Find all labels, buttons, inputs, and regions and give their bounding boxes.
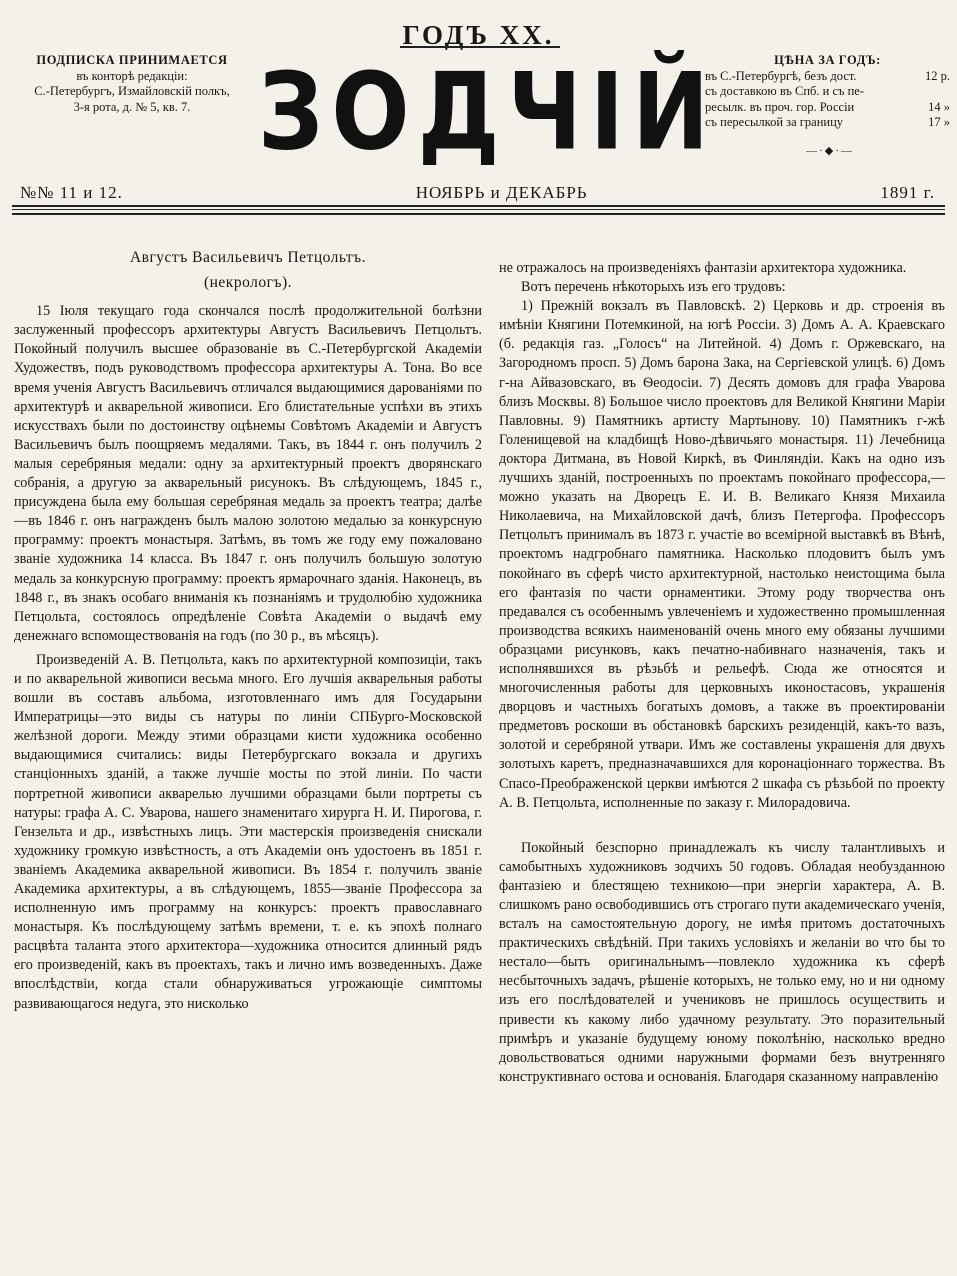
paragraph: 1) Прежній вокзалъ въ Павловскѣ. 2) Церковь и др. строенія въ имѣніи Княгини Потемкиной, на югѣ Россіи. 3) Домъ А. А. Краевскаго (б. редакція газ. „Голосъ“ на Литейной. 4) Домъ г. Оржевскаго, на Загородномъ просп. 5) Домъ барона Зака, на Сергіевской улицѣ. 6) Домъ г-на Айвазовскаго, въ Ѳеодосіи. 7) Десять домовъ для графа Уварова близъ Москвы. 8) Большое число проектовъ для Великой Княгини Маріи Павловны. 9) Памятникъ артисту Мартынову. 10) Памятникъ г-жѣ Голенищевой на кладбищѣ Ново-дѣвичьяго монастыря. 11) Лечебница доктора Дитмана, въ Новой Киркѣ, въ Финляндіи. Какъ на одно изъ лучшихъ зданій, построенныхъ по проектамъ покойнаго профессора,—можно указать на Дворецъ Е. И. В. Великаго Князя Михаила Николаевича, на Михайловской дачѣ, близъ Петергофа. Профессоръ Петцольтъ принималъ въ 1873 г. участіе во всемірной выставкѣ въ Вѣнѣ, проектомъ надгробнаго памятника. Насколько плодовитъ былъ умъ покойнаго въ сферѣ чисто архитектурной, настолько неистощима была его фантазія по части орнаментики. Этому роду творчества онъ предавался съ особеннымъ увлеченіемъ и художественно промышленная производства всякихъ наименованій очень много ему обязаны лучшими образцами рисунковъ, какъ печатно-набивнаго назначенія, такъ и исполнявшихся въ рѣзьбѣ и рельефѣ. Сюда же относятся и многочисленныя работы для церковныхъ иконостасовъ, украшенія дворцовъ и частныхъ богатыхъ домовъ, а также въ проектированіи предметовъ роскоши въ обстановкѣ барскихъ резиденцій, какъ-то вазъ, золотой и серебряной утвари. Имъ же составлены украшенія для двухъ золотыхъ каретъ, предназначавшихся для коронаціоннаго торжества. Въ Спасо-Преображенской церкви имѣются 2 шкафа съ рѣзьбой по проекту А. В. Петцольта, исполненные по заказу г. Милорадовича. xyxy=(499,298,945,811)
ornament-divider: —·◆·— xyxy=(806,145,854,157)
masthead-title: ЗОДЧІЙ xyxy=(258,50,718,174)
issue-number: №№ 11 и 12. xyxy=(20,183,123,202)
issue-year: 1891 г. xyxy=(880,183,935,202)
header-rule xyxy=(12,205,945,207)
subscription-line: С.-Петербургъ, Измайловскій полкъ, xyxy=(34,84,230,98)
subscription-line: 3-я рота, д. № 5, кв. 7. xyxy=(73,99,191,114)
price-row: въ С.-Петербургѣ, безъ дост. 12 р. xyxy=(705,68,950,83)
year-rule xyxy=(400,46,560,48)
paragraph: Произведеній А. В. Петцольта, какъ по архитектурной композиціи, такъ и по акварельной живописи весьма много. Его лучшія акварельныя работы вошли въ составъ альбома, изготовленнаго имъ для Государыни Императрицы—это виды съ натуры по линіи СПБурго-Московской желѣзной дороги. Между этими образцами кисти художника особенно выдающимися считались: виды Петербургскаго вокзала и другихъ станціонныхъ зданій, а также лучшіе мосты по этой линіи. По части портретной живописи акварелью лучшими образцами были портреты съ натуры: графа А. С. Уварова, нашего знаменитаго хирурга Н. И. Пирогова, г. Гензельта и др., извѣстныхъ лицъ. Эти мастерскія произведенія снискали художнику громкую извѣстность, а отъ Академіи онъ удостоенъ въ 1851 г. званіемъ Академика акварельной живописи. Въ 1854 г. получилъ званіе Академика архитектуры, а въ слѣдующемъ, 1855—званіе Профессора за исполненную имъ программу на конкурсъ: проектъ православнаго монастыря. Къ послѣдующему затѣмъ времени, т. е. къ эпохѣ полнаго расцвѣта таланта этого архитектора—художника относится длинный рядъ его произведеній, какъ въ проектахъ, такъ и лично имъ возведенныхъ. Даже впослѣдствіи, когда стали обнаруживаться угрожающіе симптомы развивающагося недуга, это нисколько xyxy=(14,651,482,1012)
paragraph: Вотъ перечень нѣкоторыхъ изъ его трудовъ: xyxy=(521,279,786,296)
price-row: съ доставкою въ Спб. и съ пе- xyxy=(705,84,864,98)
price-info xyxy=(705,53,950,131)
issue-bar xyxy=(20,183,935,203)
price-row: съ пересылкой за границу 17 » xyxy=(705,115,950,129)
price-row: ресылк. въ проч. гор. Россіи 14 » xyxy=(705,99,950,114)
subscription-info xyxy=(12,53,252,115)
subscription-title: ПОДПИСКА ПРИНИМАЕТСЯ xyxy=(36,53,228,67)
issue-months: НОЯБРЬ и ДЕКАБРЬ xyxy=(415,183,588,202)
header-rule xyxy=(12,209,945,210)
paragraph: Покойный безспорно принадлежалъ къ числу талантливыхъ и самобытныхъ художниковъ зодчихъ 50 годовъ. Обладая необузданною фантазіею и блестящею техникою—при энергіи характера, А. В. слишкомъ рано освободившись отъ строгаго пути академическаго ученія, всталъ на самостоятельную дорогу, не имѣя притомъ достаточныхъ практическихъ свѣдѣній. При такихъ условіяхъ и желаніи во что бы то нестало—быть оригинальнымъ—повлекло художника къ сферѣ несбыточныхъ задачъ, рѣшеніе которыхъ, не только ему, но и ни одному изъ его послѣдователей и учениковъ не пришлось осуществить и привести къ какому либо удачному результату. Это поразительный примѣръ и указаніе будущему юному поколѣнію, насколько вредно довольствоваться одними наружными формами безъ внутренняго конструктивнаго остова и основанія. Благодаря сказанному направленію xyxy=(499,839,945,1085)
right-column xyxy=(499,259,945,1087)
paragraph: 15 Іюля текущаго года скончался послѣ продолжительной болѣзни заслуженный профессоръ архитектуры Августъ Васильевичъ Петцольтъ. Покойный получилъ высшее образованіе въ С.-Петербургской Академіи Художествъ, подъ руководствомъ профессора архитектуры А. Тона. Во все время ученія Августъ Васильевичъ отличался выдающимися дарованіями по архитектурѣ и акварельной живописи. Его блистательные успѣхи въ этихъ искусствахъ были по достоинству оцѣнемы Совѣтомъ Академіи и Августъ Васильевичъ былъ поощряемъ медалями. Такъ, въ 1844 г. онъ получилъ 2 малыя серебряныя медали: одну за архитектурный проектъ дворянскаго собранія, а другую за акварельный рисунокъ. Въ слѣдующемъ, 1845 г., присуждена была ему большая серебряная медаль за проектъ театра; далѣе—въ 1846 г. онъ награжденъ былъ малою золотою медалью за конкурсную программу: проектъ монастыря. Затѣмъ, въ томъ же году ему пожаловано званіе художника 14 класса. Въ 1847 г. онъ получилъ большую золотую медаль за конкурсную программу: проектъ ярмарочнаго зданія. Наконецъ, въ 1848 г., въ знакъ особаго вниманія къ познаніямъ и трудолюбію художника Петцольта, состоялось опредѣленіе Совѣта Академіи о выдачѣ ему денежнаго вспомоществованія на годъ (по 30 р., въ мѣсяцъ). xyxy=(14,303,482,644)
article-title: Августъ Васильевичъ Петцольтъ. xyxy=(129,249,367,266)
header-rule xyxy=(12,213,945,215)
price-title: ЦѢНА ЗА ГОДЪ: xyxy=(774,53,881,67)
year-heading: ГОДЪ XX. xyxy=(402,20,555,50)
subscription-line: въ конторѣ редакціи: xyxy=(76,68,188,83)
paragraph: не отражалось на произведеніяхъ фантазіи архитектора художника. xyxy=(499,260,907,276)
article-subtitle: (некрологъ). xyxy=(203,274,293,292)
left-column xyxy=(14,228,482,1014)
